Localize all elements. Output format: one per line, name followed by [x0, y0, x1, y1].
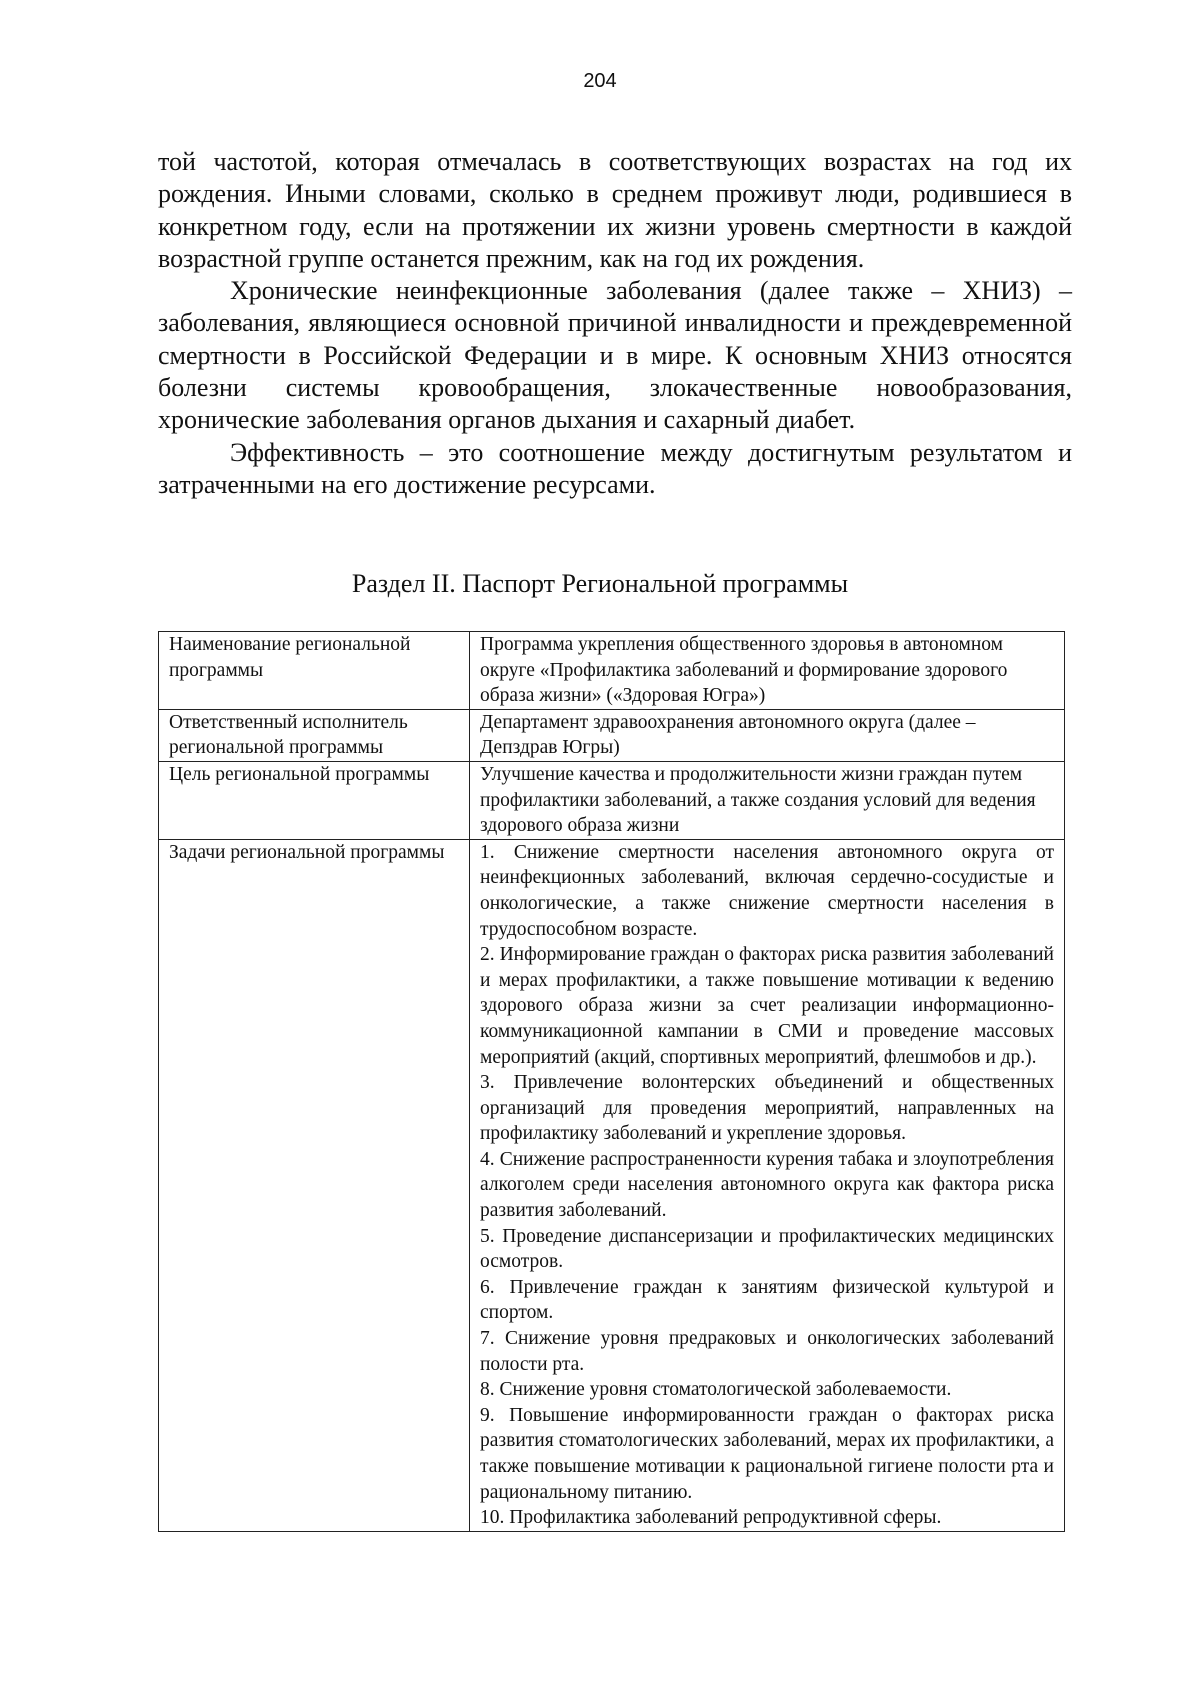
row-label-responsible-executor: Ответственный исполнитель региональной программы — [159, 709, 470, 761]
row-label-program-name: Наименование региональной программы — [159, 632, 470, 710]
body-text — [158, 146, 1072, 501]
task-item: 9. Повышение информированности граждан о факторах риска развития стоматологических заболеваний, мерах их профилактики, а также повышение мотивации к рациональной гигиене полости рта и рациональному питанию. — [480, 1404, 1054, 1503]
row-value-program-tasks — [470, 839, 1065, 1531]
task-item: 10. Профилактика заболеваний репродуктивной сферы. — [480, 1507, 942, 1529]
task-item: 5. Проведение диспансеризации и профилактических медицинских осмотров. — [480, 1225, 1054, 1273]
paragraph-hniz-definition: Хронические неинфекционные заболевания (далее также – ХНИЗ) – заболевания, являющиеся основной причиной инвалидности и преждевременной смертности в Российской Федерации и в мире. К основным ХНИЗ относятся болезни системы кровообращения, злокачественные новообразования, хронические заболевания органов дыхания и сахарный диабет. — [158, 276, 1072, 435]
task-item: 7. Снижение уровня предраковых и онкологических заболеваний полости рта. — [480, 1328, 1054, 1375]
table-row — [159, 761, 1065, 839]
row-value-program-name: Программа укрепления общественного здоровья в автономном округе «Профилактика заболеваний и формирование здорового образа жизни» («Здоровая Югра») — [470, 632, 1065, 710]
row-value-responsible-executor: Департамент здравоохранения автономного округа (далее – Депздрав Югры) — [470, 709, 1065, 761]
program-passport-table — [158, 631, 1065, 1532]
paragraph-life-expectancy-continuation: той частотой, которая отмечалась в соответствующих возрастах на год их рождения. Иными словами, сколько в среднем проживут люди, родившиеся в конкретном году, если на протяжении их жизни уровень смертности в каждой возрастной группе останется прежним, как на год их рождения. — [158, 147, 1072, 273]
page-number: 204 — [583, 70, 617, 92]
task-item: 8. Снижение уровня стоматологической заболеваемости. — [480, 1379, 952, 1401]
task-item: 1. Снижение смертности населения автономного округа от неинфекционных заболеваний, включая сердечно-сосудистые и онкологические, а также снижение смертности населения в трудоспособном возрасте. — [480, 841, 1054, 940]
task-item: 3. Привлечение волонтерских объединений и общественных организаций для проведения мероприятий, направленных на профилактику заболеваний и укрепление здоровья. — [480, 1072, 1054, 1145]
table-row — [159, 709, 1065, 761]
task-item: 2. Информирование граждан о факторах риска развития заболеваний и мерах профилактики, а также повышение мотивации к ведению здорового образа жизни за счет реализации информационно-коммуникационной кампании в СМИ и проведение массовых мероприятий (акций, спортивных мероприятий, флешмобов и др.). — [480, 944, 1054, 1068]
section-title: Раздел II. Паспорт Региональной программы — [351, 569, 849, 598]
table-row — [159, 839, 1065, 1531]
paragraph-efficiency-definition: Эффективность – это соотношение между достигнутым результатом и затраченными на его достижение ресурсами. — [158, 437, 1072, 499]
row-label-program-goal: Цель региональной программы — [159, 761, 470, 839]
table-row — [159, 632, 1065, 710]
row-value-program-goal: Улучшение качества и продолжительности жизни граждан путем профилактики заболеваний, а также создания условий для ведения здорового образа жизни — [470, 761, 1065, 839]
task-item: 6. Привлечение граждан к занятиям физической культурой и спортом. — [480, 1276, 1054, 1324]
row-label-program-tasks: Задачи региональной программы — [159, 839, 470, 1531]
task-item: 4. Снижение распространенности курения табака и злоупотребления алкоголем среди населения автономного округа как фактора риска развития заболеваний. — [480, 1148, 1054, 1222]
